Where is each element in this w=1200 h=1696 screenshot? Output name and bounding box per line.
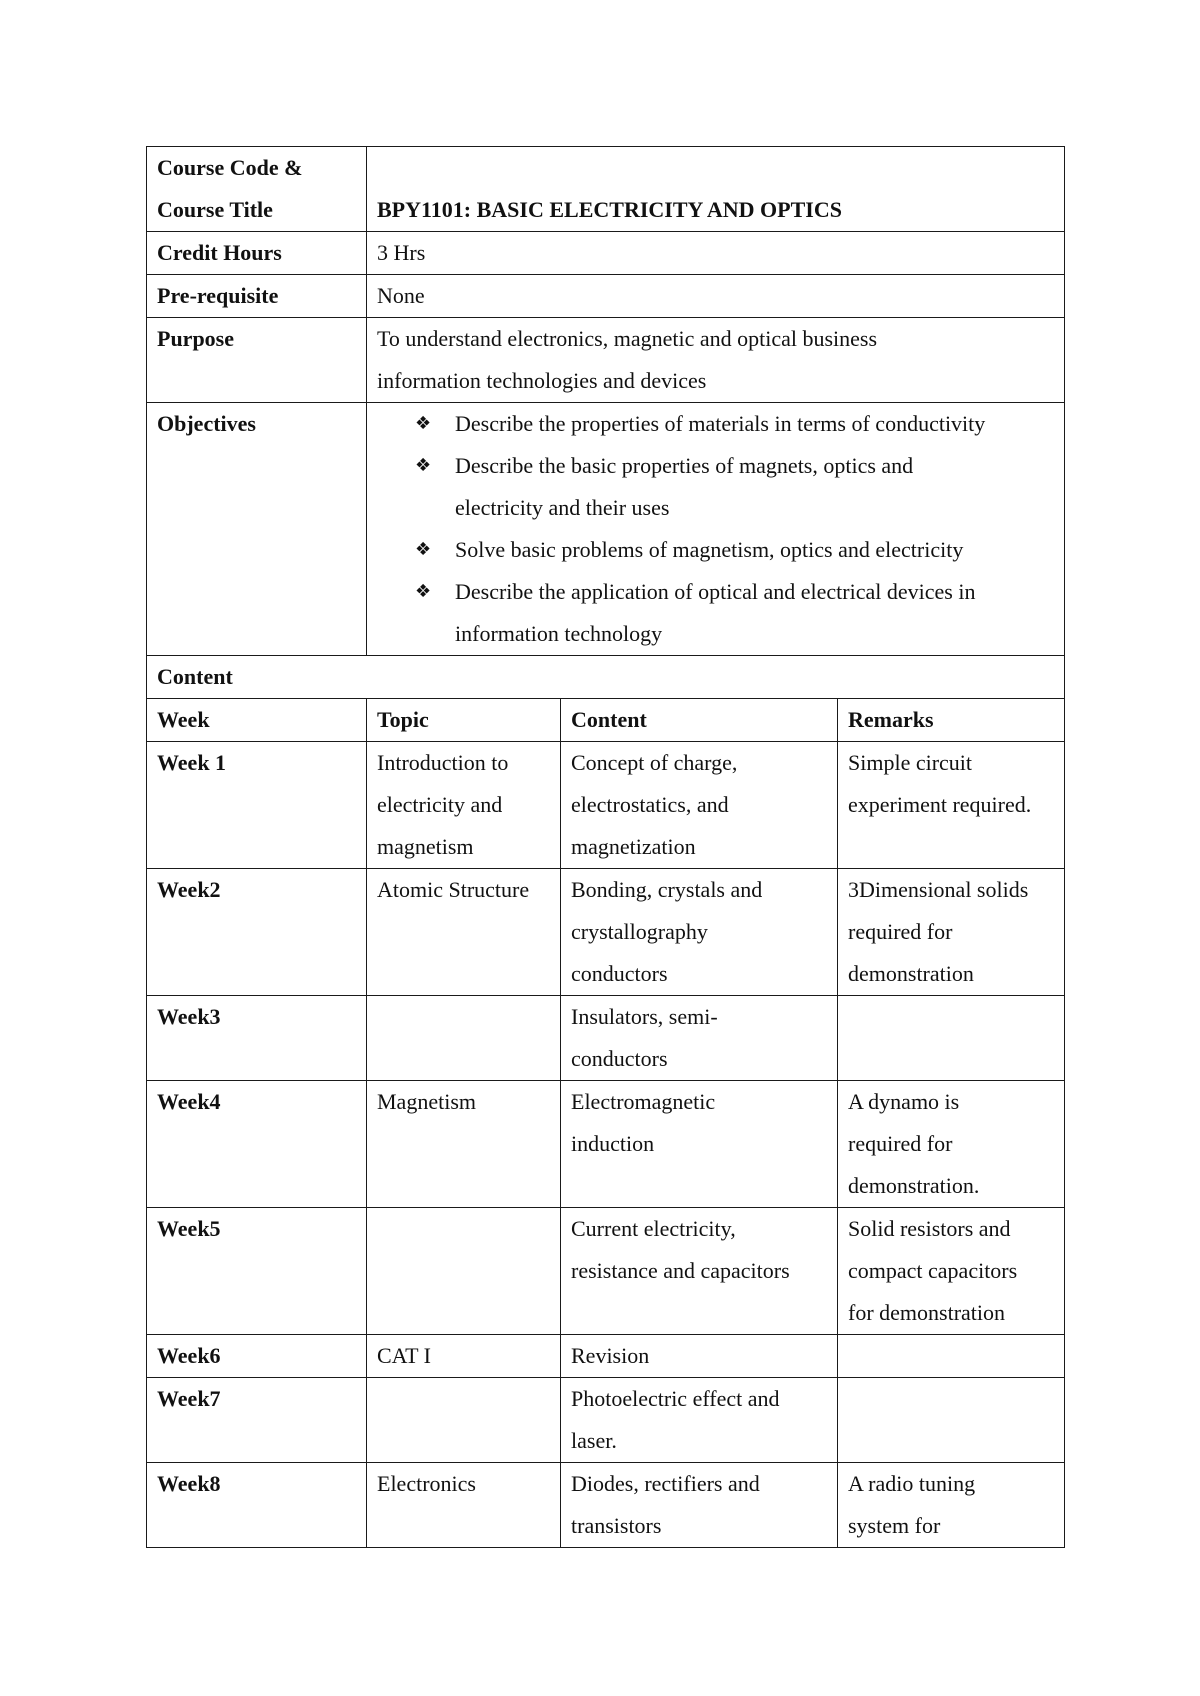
- remarks-cell: [838, 1463, 1065, 1548]
- prerequisite-value: None: [367, 275, 1065, 318]
- table-row: [147, 869, 1065, 996]
- objectives-label: Objectives: [147, 403, 367, 656]
- purpose-value: To understand electronics, magnetic and optical business information technologies and devices: [367, 318, 1065, 403]
- content-cell: [561, 742, 838, 869]
- week-cell: Week 1: [147, 742, 367, 869]
- prerequisite-row: [147, 275, 1065, 318]
- remarks-line: for demonstration: [848, 1300, 1006, 1325]
- topic-line: Magnetism: [377, 1089, 476, 1114]
- column-header-topic: Topic: [367, 699, 561, 742]
- content-heading-row: [147, 656, 1065, 699]
- table-row: [147, 996, 1065, 1081]
- content-line: conductors: [571, 1046, 668, 1071]
- content-line: Insulators, semi-: [571, 1004, 718, 1029]
- credit-hours-row: [147, 232, 1065, 275]
- week-cell: Week8: [147, 1463, 367, 1548]
- remarks-line: Simple circuit: [848, 750, 973, 775]
- week-cell: Week3: [147, 996, 367, 1081]
- table-row: [147, 1081, 1065, 1208]
- remarks-line: demonstration.: [848, 1173, 980, 1198]
- schedule-rows: [147, 742, 1065, 1548]
- course-title: BPY1101: BASIC ELECTRICITY AND OPTICS: [377, 197, 842, 222]
- objectives-cell: [367, 403, 1065, 656]
- objectives-row: [147, 403, 1065, 656]
- content-line: Photoelectric effect and: [571, 1386, 780, 1411]
- content-line: Concept of charge,: [571, 750, 738, 775]
- week-cell: Week6: [147, 1335, 367, 1378]
- content-line: conductors: [571, 961, 668, 986]
- remarks-cell: [838, 869, 1065, 996]
- objectives-list: [377, 403, 1054, 655]
- table-row: [147, 1208, 1065, 1335]
- course-outline-table: [146, 146, 1065, 1548]
- topic-cell: [367, 1335, 561, 1378]
- remarks-cell: [838, 1081, 1065, 1208]
- diamond-bullet-icon: ❖: [415, 413, 432, 434]
- topic-cell: [367, 869, 561, 996]
- content-line: electrostatics, and: [571, 792, 729, 817]
- topic-line: Introduction to: [377, 750, 509, 775]
- table-row: [147, 1335, 1065, 1378]
- content-line: Bonding, crystals and: [571, 877, 763, 902]
- schedule-header-row: [147, 699, 1065, 742]
- content-line: transistors: [571, 1513, 662, 1538]
- content-line: Revision: [571, 1343, 650, 1368]
- topic-cell: [367, 996, 561, 1081]
- content-line: laser.: [571, 1428, 617, 1453]
- content-cell: [561, 1378, 838, 1463]
- course-title-row: [147, 147, 1065, 232]
- remarks-line: 3Dimensional solids: [848, 877, 1029, 902]
- topic-cell: [367, 1463, 561, 1548]
- topic-cell: [367, 742, 561, 869]
- content-line: crystallography: [571, 919, 708, 944]
- topic-line: CAT I: [377, 1343, 431, 1368]
- course-title-cell: [367, 147, 1065, 232]
- column-header-week: Week: [147, 699, 367, 742]
- content-line: resistance and capacitors: [571, 1258, 790, 1283]
- topic-line: Electronics: [377, 1471, 476, 1496]
- content-heading: Content: [147, 656, 1065, 699]
- remarks-cell: [838, 742, 1065, 869]
- remarks-line: A dynamo is: [848, 1089, 960, 1114]
- week-cell: Week5: [147, 1208, 367, 1335]
- content-line: induction: [571, 1131, 655, 1156]
- credit-hours-value: 3 Hrs: [367, 232, 1065, 275]
- content-cell: [561, 1208, 838, 1335]
- purpose-label: Purpose: [147, 318, 367, 403]
- table-row: [147, 1378, 1065, 1463]
- week-cell: Week4: [147, 1081, 367, 1208]
- content-line: Electromagnetic: [571, 1089, 716, 1114]
- remarks-line: Solid resistors and: [848, 1216, 1011, 1241]
- content-cell: [561, 1463, 838, 1548]
- remarks-line: experiment required.: [848, 792, 1032, 817]
- column-header-content: Content: [561, 699, 838, 742]
- remarks-line: required for: [848, 919, 953, 944]
- content-line: magnetization: [571, 834, 696, 859]
- content-line: Diodes, rectifiers and: [571, 1471, 760, 1496]
- remarks-line: system for: [848, 1513, 941, 1538]
- objective-item: ❖ Describe the basic properties of magnets, optics and electricity and their uses: [415, 445, 1054, 529]
- remarks-line: demonstration: [848, 961, 974, 986]
- purpose-row: [147, 318, 1065, 403]
- table-row: [147, 1463, 1065, 1548]
- remarks-line: required for: [848, 1131, 953, 1156]
- content-line: Current electricity,: [571, 1216, 736, 1241]
- remarks-cell: [838, 1208, 1065, 1335]
- topic-line: magnetism: [377, 834, 474, 859]
- week-cell: Week2: [147, 869, 367, 996]
- topic-cell: [367, 1378, 561, 1463]
- column-header-remarks: Remarks: [838, 699, 1065, 742]
- content-cell: [561, 869, 838, 996]
- credit-hours-label: Credit Hours: [147, 232, 367, 275]
- topic-cell: [367, 1208, 561, 1335]
- content-cell: [561, 1081, 838, 1208]
- diamond-bullet-icon: ❖: [415, 539, 432, 560]
- remarks-line: A radio tuning: [848, 1471, 976, 1496]
- objective-item: ❖ Describe the properties of materials in terms of conductivity: [415, 403, 1054, 445]
- topic-line: electricity and: [377, 792, 503, 817]
- content-cell: [561, 996, 838, 1081]
- topic-line: Atomic Structure: [377, 877, 530, 902]
- diamond-bullet-icon: ❖: [415, 455, 432, 476]
- remarks-cell: [838, 1378, 1065, 1463]
- course-code-label: Course Code & Course Title: [147, 147, 367, 232]
- objective-item: ❖ Describe the application of optical and electrical devices in information technology: [415, 571, 1054, 655]
- remarks-cell: [838, 1335, 1065, 1378]
- table-row: [147, 742, 1065, 869]
- prerequisite-label: Pre-requisite: [147, 275, 367, 318]
- remarks-cell: [838, 996, 1065, 1081]
- week-cell: Week7: [147, 1378, 367, 1463]
- topic-cell: [367, 1081, 561, 1208]
- remarks-line: compact capacitors: [848, 1258, 1018, 1283]
- content-cell: [561, 1335, 838, 1378]
- objective-item: ❖ Solve basic problems of magnetism, optics and electricity: [415, 529, 1054, 571]
- diamond-bullet-icon: ❖: [415, 581, 432, 602]
